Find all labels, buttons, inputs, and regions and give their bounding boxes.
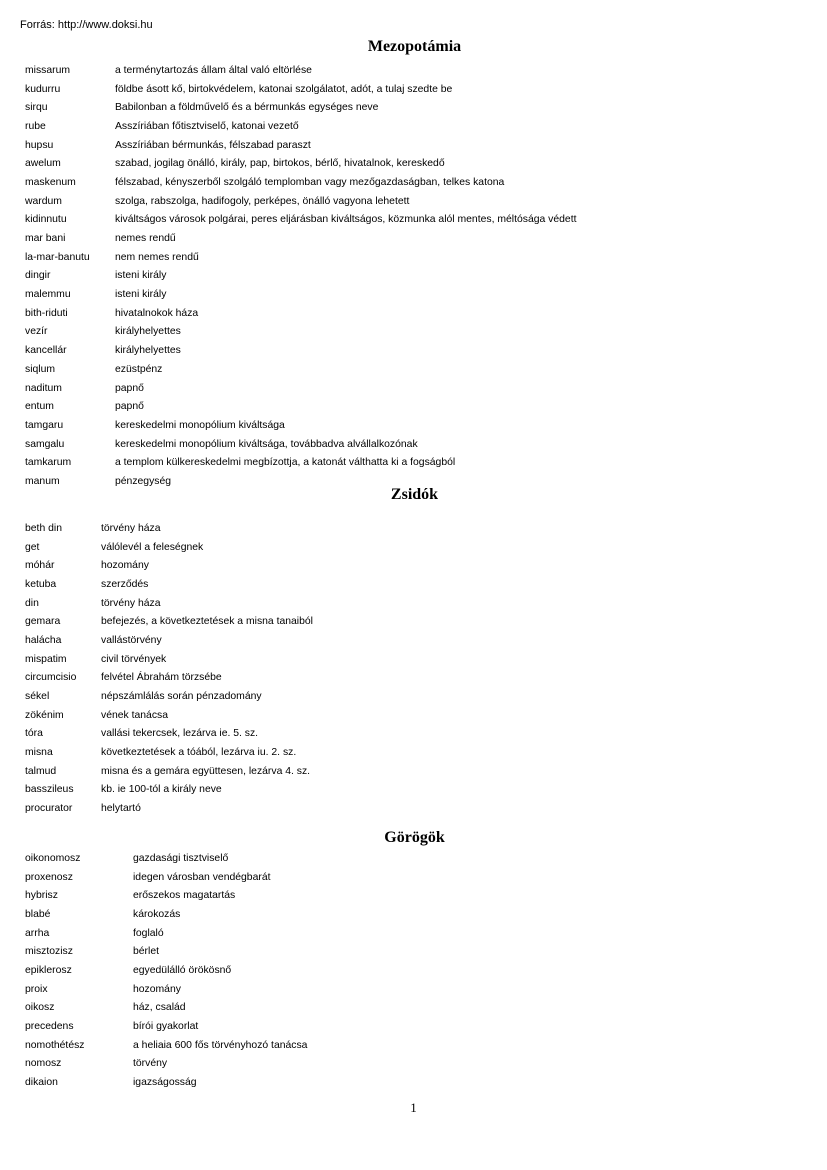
- glossary-definition: királyhelyettes: [115, 345, 181, 357]
- glossary-term: dikaion: [25, 1077, 58, 1089]
- glossary-term: arrha: [25, 927, 50, 939]
- glossary-term: hybrisz: [25, 890, 58, 902]
- glossary-definition: vének tanácsa: [101, 709, 169, 721]
- glossary-term: vezír: [25, 326, 48, 338]
- glossary-row: [25, 868, 307, 887]
- glossary-row: [25, 924, 307, 943]
- glossary-term: zökénim: [25, 709, 64, 721]
- glossary-definition: a heliaia 600 fős törvényhozó tanácsa: [133, 1039, 308, 1051]
- glossary-row: [25, 136, 576, 155]
- glossary-row: [25, 1073, 307, 1092]
- glossary-definition: papnő: [115, 401, 144, 413]
- glossary-term: misna: [25, 747, 53, 759]
- glossary-row: [25, 538, 313, 557]
- glossary-definition: ház, család: [133, 1002, 186, 1014]
- glossary-definition: bérlet: [133, 946, 159, 958]
- glossary-row: [25, 999, 307, 1018]
- glossary-row: [25, 341, 576, 360]
- glossary-definition: helytartó: [101, 803, 141, 815]
- glossary-term: entum: [25, 401, 54, 413]
- glossary-term: samgalu: [25, 438, 65, 450]
- glossary-definition: gazdasági tisztviselő: [133, 852, 229, 864]
- glossary-definition: Asszíriában bérmunkás, félszabad paraszt: [115, 139, 311, 151]
- glossary-row: [25, 743, 313, 762]
- glossary-definition: Babilonban a földművelő és a bérmunkás egységes neve: [115, 102, 379, 114]
- glossary-term: oikosz: [25, 1002, 55, 1014]
- glossary-definition: idegen városban vendégbarát: [133, 871, 271, 883]
- glossary-definition: kb. ie 100-tól a király neve: [101, 784, 222, 796]
- glossary-definition: misna és a gemára együttesen, lezárva 4. sz.: [101, 765, 311, 777]
- glossary-gorogok: [25, 849, 307, 1092]
- glossary-term: tóra: [25, 728, 43, 740]
- glossary-row: [25, 762, 313, 781]
- glossary-row: [25, 248, 576, 267]
- glossary-definition: a templom külkereskedelmi megbízottja, a katonát válthatta ki a fogságból: [115, 457, 456, 469]
- glossary-definition: befejezés, a következtetések a misna tanaiból: [101, 616, 313, 628]
- glossary-row: [25, 397, 576, 416]
- glossary-row: [25, 61, 576, 80]
- glossary-term: epiklerosz: [25, 964, 72, 976]
- glossary-row: [25, 360, 576, 379]
- glossary-definition: isteni király: [115, 270, 167, 282]
- glossary-term: gemara: [25, 616, 61, 628]
- glossary-row: [25, 285, 576, 304]
- glossary-row: [25, 173, 576, 192]
- glossary-term: siqlum: [25, 363, 56, 375]
- glossary-definition: hozomány: [133, 983, 181, 995]
- glossary-definition: károkozás: [133, 908, 181, 920]
- glossary-definition: egyedülálló örökösnő: [133, 964, 232, 976]
- glossary-definition: bírói gyakorlat: [133, 1021, 199, 1033]
- glossary-term: mar bani: [25, 233, 66, 245]
- glossary-row: [25, 192, 576, 211]
- section-title-mezopotamia: Mezopotámia: [367, 38, 462, 55]
- glossary-term: kancellár: [25, 345, 67, 357]
- glossary-definition: Asszíriában főtisztviselő, katonai vezető: [115, 120, 299, 132]
- glossary-row: [25, 435, 576, 454]
- glossary-definition: földbe ásott kő, birtokvédelem, katonai szolgálatot, adót, a tulaj szedte be: [115, 83, 453, 95]
- glossary-definition: szabad, jogilag önálló, király, pap, birtokos, bérlő, hivatalnok, kereskedő: [115, 158, 445, 170]
- glossary-definition: kereskedelmi monopólium kiváltsága, továbbadva alvállalkozónak: [115, 438, 418, 450]
- glossary-row: [25, 80, 576, 99]
- glossary-definition: erőszekos magatartás: [133, 890, 236, 902]
- glossary-term: precedens: [25, 1021, 74, 1033]
- glossary-term: manum: [25, 475, 60, 487]
- glossary-definition: kiváltságos városok polgárai, peres eljárásban kiváltságos, közmunka alól mentes, méltósága védett: [115, 214, 577, 226]
- glossary-term: kudurru: [25, 83, 61, 95]
- glossary-definition: hozomány: [101, 560, 149, 572]
- glossary-term: nomothétész: [25, 1039, 85, 1051]
- glossary-definition: hivatalnokok háza: [115, 307, 199, 319]
- glossary-definition: nem nemes rendű: [115, 251, 199, 263]
- glossary-row: [25, 886, 307, 905]
- glossary-row: [25, 706, 313, 725]
- glossary-term: proxenosz: [25, 871, 73, 883]
- page-number: 1: [410, 1100, 417, 1115]
- glossary-term: blabé: [25, 908, 51, 920]
- glossary-row: [25, 942, 307, 961]
- glossary-term: halácha: [25, 634, 62, 646]
- glossary-definition: papnő: [115, 382, 144, 394]
- glossary-term: proix: [25, 983, 48, 995]
- glossary-definition: a terménytartozás állam által való eltörlése: [115, 64, 312, 76]
- glossary-term: talmud: [25, 765, 57, 777]
- glossary-row: [25, 1036, 307, 1055]
- glossary-term: missarum: [25, 64, 71, 76]
- glossary-term: beth din: [25, 522, 62, 534]
- glossary-term: mispatim: [25, 653, 67, 665]
- glossary-definition: felvétel Ábrahám törzsébe: [101, 672, 222, 684]
- glossary-term: tamkarum: [25, 457, 72, 469]
- glossary-term: sirqu: [25, 102, 48, 114]
- glossary-term: malemmu: [25, 289, 71, 301]
- glossary-row: [25, 594, 313, 613]
- glossary-row: [25, 849, 307, 868]
- glossary-row: [25, 631, 313, 650]
- glossary-row: [25, 669, 313, 688]
- glossary-row: [25, 1017, 307, 1036]
- glossary-term: awelum: [25, 158, 61, 170]
- glossary-row: [25, 154, 576, 173]
- glossary-definition: civil törvények: [101, 653, 167, 665]
- glossary-definition: foglaló: [133, 927, 164, 939]
- glossary-definition: válólevél a feleségnek: [101, 541, 204, 553]
- glossary-row: [25, 556, 313, 575]
- glossary-term: ketuba: [25, 578, 57, 590]
- glossary-row: [25, 781, 313, 800]
- glossary-row: [25, 1055, 307, 1074]
- glossary-term: hupsu: [25, 139, 54, 151]
- glossary-row: [25, 453, 576, 472]
- glossary-row: [25, 961, 307, 980]
- glossary-row: [25, 416, 576, 435]
- glossary-mezopotamia: [25, 61, 576, 491]
- glossary-definition: pénzegység: [115, 475, 172, 487]
- glossary-row: [25, 799, 313, 818]
- glossary-row: [25, 687, 313, 706]
- glossary-term: circumcisio: [25, 672, 77, 684]
- glossary-definition: törvény háza: [101, 522, 161, 534]
- glossary-row: [25, 323, 576, 342]
- glossary-term: procurator: [25, 803, 73, 815]
- glossary-term: kidinnutu: [25, 214, 67, 226]
- glossary-row: [25, 304, 576, 323]
- glossary-definition: királyhelyettes: [115, 326, 181, 338]
- glossary-row: [25, 980, 307, 999]
- glossary-term: bith-riduti: [25, 307, 68, 319]
- glossary-row: [25, 117, 576, 136]
- glossary-row: [25, 612, 313, 631]
- glossary-term: basszileus: [25, 784, 74, 796]
- glossary-definition: szerződés: [101, 578, 149, 590]
- glossary-row: [25, 575, 313, 594]
- glossary-definition: nemes rendű: [115, 233, 176, 245]
- glossary-term: misztozisz: [25, 946, 73, 958]
- glossary-row: [25, 229, 576, 248]
- source-line: Forrás: http://www.doksi.hu: [20, 19, 153, 31]
- glossary-term: maskenum: [25, 176, 76, 188]
- glossary-definition: törvény: [133, 1058, 168, 1070]
- glossary-term: la-mar-banutu: [25, 251, 90, 263]
- glossary-term: wardum: [25, 195, 62, 207]
- glossary-term: tamgaru: [25, 419, 64, 431]
- glossary-term: dingir: [25, 270, 51, 282]
- glossary-zsidok: [25, 519, 313, 818]
- glossary-definition: népszámlálás során pénzadomány: [101, 691, 262, 703]
- glossary-term: oikonomosz: [25, 852, 81, 864]
- glossary-term: nomosz: [25, 1058, 62, 1070]
- glossary-definition: következtetések a tóából, lezárva iu. 2. sz.: [101, 747, 297, 759]
- glossary-row: [25, 650, 313, 669]
- glossary-row: [25, 267, 576, 286]
- section-title-gorogok: Görögök: [384, 829, 445, 846]
- glossary-definition: szolga, rabszolga, hadifogoly, perképes, önálló vagyona lehetett: [115, 195, 410, 207]
- glossary-definition: isteni király: [115, 289, 167, 301]
- glossary-definition: vallástörvény: [101, 634, 162, 646]
- glossary-definition: félszabad, kényszerből szolgáló templomban vagy mezőgazdaságban, telkes katona: [115, 176, 505, 188]
- section-title-zsidok: Zsidók: [390, 486, 439, 503]
- glossary-term: rube: [25, 120, 46, 132]
- glossary-row: [25, 98, 576, 117]
- glossary-term: get: [25, 541, 40, 553]
- glossary-term: din: [25, 597, 39, 609]
- glossary-row: [25, 379, 576, 398]
- glossary-row: [25, 519, 313, 538]
- glossary-definition: törvény háza: [101, 597, 161, 609]
- glossary-term: sékel: [25, 691, 50, 703]
- glossary-row: [25, 211, 576, 230]
- glossary-row: [25, 905, 307, 924]
- glossary-row: [25, 725, 313, 744]
- glossary-definition: kereskedelmi monopólium kiváltsága: [115, 419, 285, 431]
- glossary-term: naditum: [25, 382, 62, 394]
- glossary-definition: ezüstpénz: [115, 363, 163, 375]
- glossary-term: móhár: [25, 560, 55, 572]
- glossary-definition: igazságosság: [133, 1077, 197, 1089]
- glossary-definition: vallási tekercsek, lezárva ie. 5. sz.: [101, 728, 259, 740]
